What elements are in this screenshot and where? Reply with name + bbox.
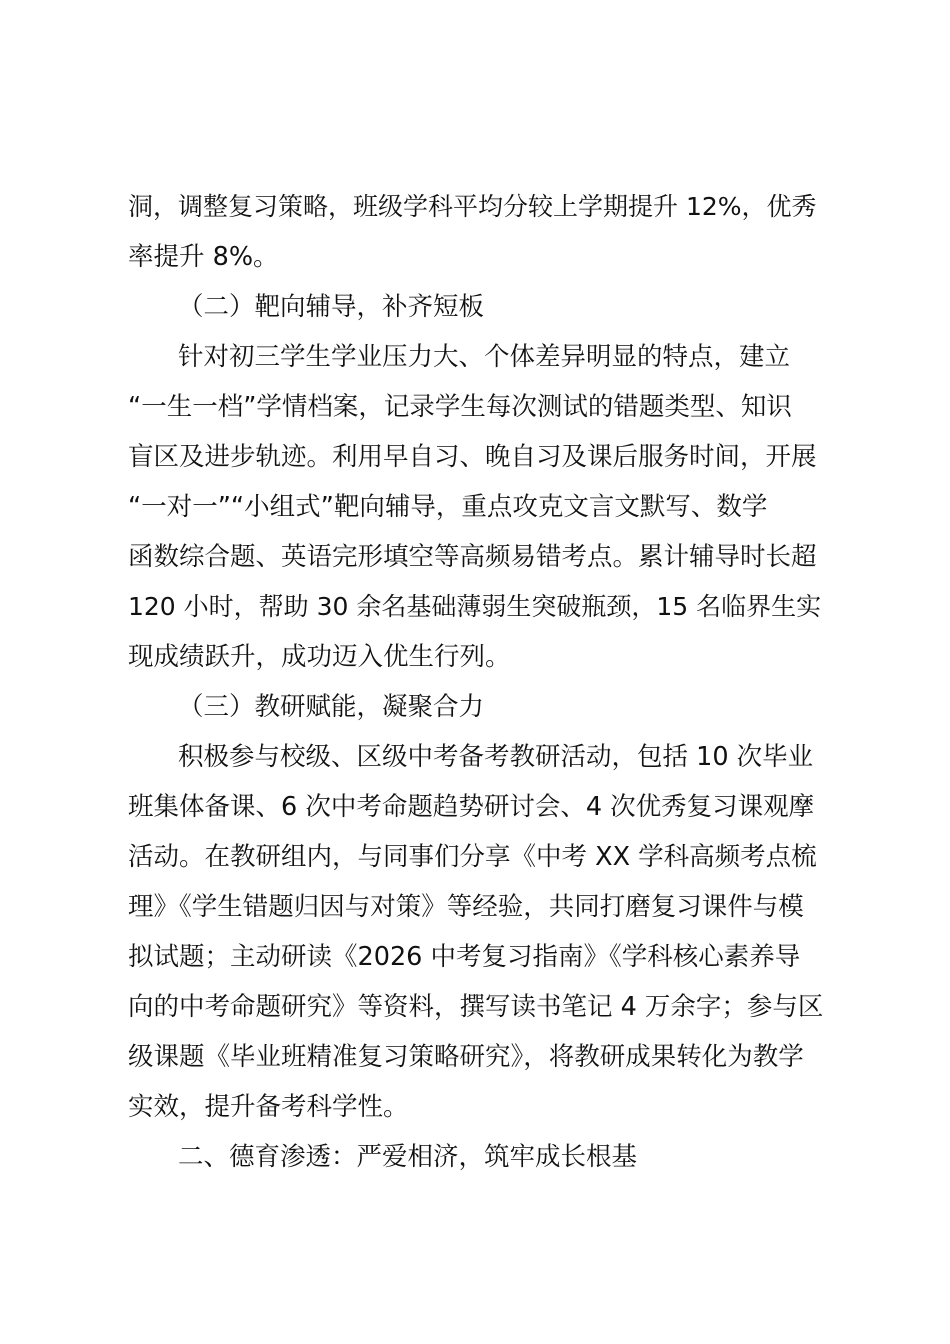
body-text-line: 率提升 8%。	[128, 242, 279, 272]
body-text-line: 盲区及进步轨迹。利用早自习、晚自习及课后服务时间，开展	[128, 442, 817, 472]
paragraph-first-line: 针对初三学生学业压力大、个体差异明显的特点，建立	[178, 342, 791, 372]
body-text-line: 级课题《毕业班精准复习策略研究》，将教研成果转化为教学	[128, 1042, 804, 1072]
body-text-line: 理》《学生错题归因与对策》等经验，共同打磨复习课件与模	[128, 892, 804, 922]
paragraph-first-line: 积极参与校级、区级中考备考教研活动，包括 10 次毕业	[178, 742, 814, 772]
body-text-line: 班集体备课、6 次中考命题趋势研讨会、4 次优秀复习课观摩	[128, 792, 815, 822]
body-text-line: “一对一”“小组式”靶向辅导，重点攻克文言文默写、数学	[128, 492, 768, 522]
subheading-3: （三）教研赋能，凝聚合力	[178, 692, 485, 722]
section-heading: 二、德育渗透：严爱相济，筑牢成长根基	[178, 1142, 638, 1172]
body-text-line: 洞，调整复习策略，班级学科平均分较上学期提升 12%，优秀	[128, 192, 817, 221]
body-text-line: 实效，提升备考科学性。	[128, 1092, 409, 1122]
body-text-line: 活动。在教研组内，与同事们分享《中考 XX 学科高频考点梳	[128, 842, 817, 872]
subheading-2: （二）靶向辅导，补齐短板	[178, 292, 485, 322]
body-text-line: 拟试题；主动研读《2026 中考复习指南》《学科核心素养导	[128, 942, 801, 972]
body-text-line: “一生一档”学情档案，记录学生每次测试的错题类型、知识	[128, 392, 792, 422]
body-text-line: 现成绩跃升，成功迈入优生行列。	[128, 642, 511, 672]
body-text-line: 函数综合题、英语完形填空等高频易错考点。累计辅导时长超	[128, 542, 817, 572]
body-text-line: 120 小时，帮助 30 余名基础薄弱生突破瓶颈，15 名临界生实	[128, 592, 822, 621]
body-text-line: 向的中考命题研究》等资料，撰写读书笔记 4 万余字；参与区	[128, 992, 824, 1022]
